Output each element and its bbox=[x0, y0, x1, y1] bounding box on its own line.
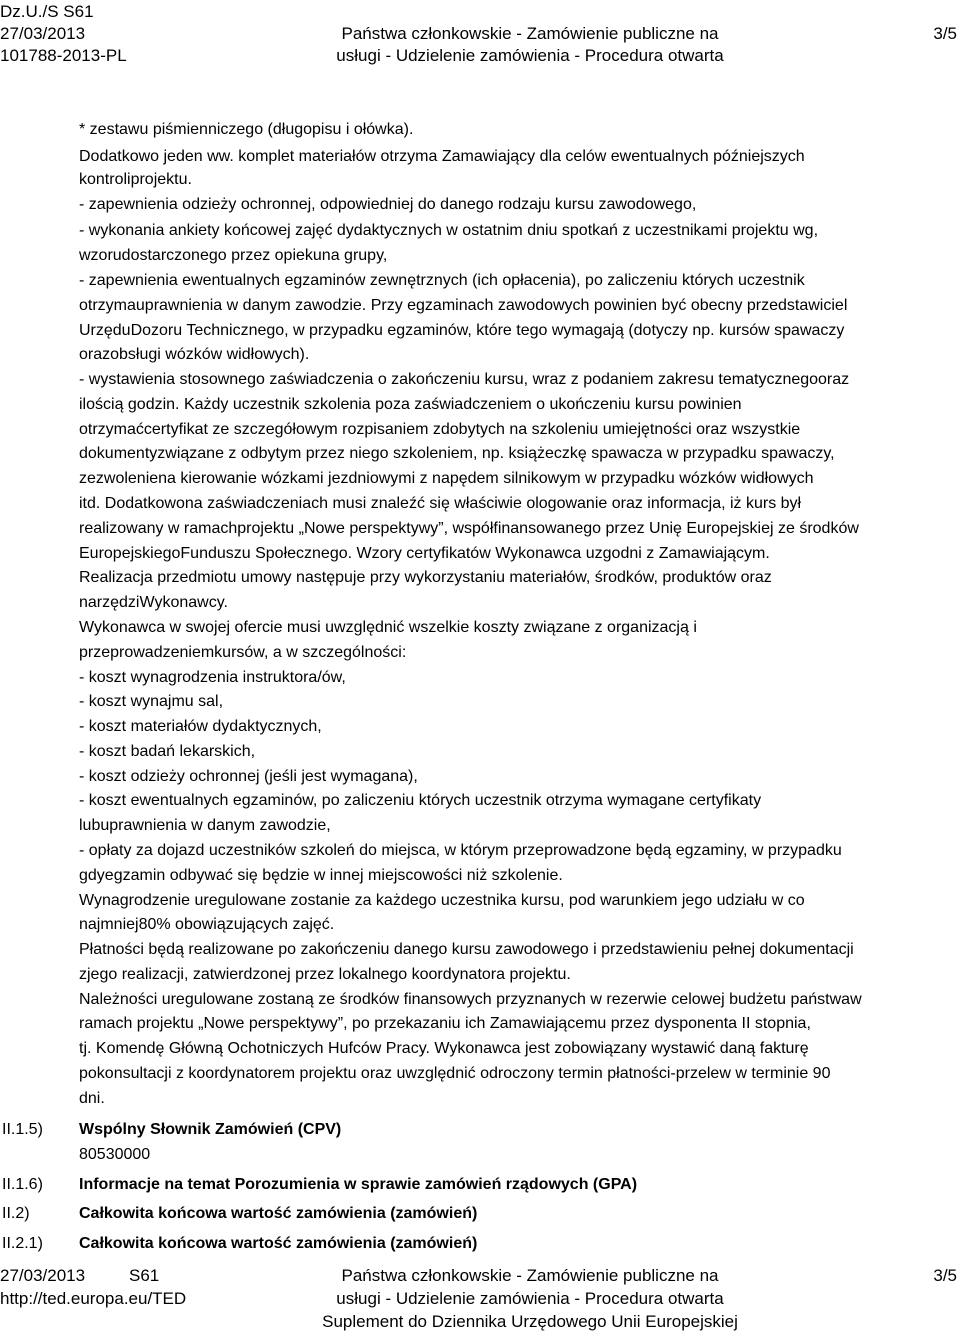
body-line: - koszt wynajmu sal, bbox=[79, 693, 224, 710]
body-line: przeprowadzeniemkursów, a w szczególności: bbox=[79, 644, 407, 661]
body-line: lubuprawnienia w danym zawodzie, bbox=[79, 817, 331, 834]
section-title-total-value: Całkowita końcowa wartość zamówienia (zamówień) bbox=[79, 1205, 478, 1222]
body-line: ilością godzin. Każdy uczestnik szkolenia poza zaświadczeniem o ukończeniu kursu powinien bbox=[79, 396, 742, 413]
header-title-line1: Państwa członkowskie - Zamówienie publiczne na bbox=[341, 24, 719, 43]
section-title-total-value-2: Całkowita końcowa wartość zamówienia (zamówień) bbox=[79, 1235, 478, 1252]
body-line: - koszt badań lekarskich, bbox=[79, 743, 256, 760]
footer-url[interactable]: http://ted.europa.eu/TED bbox=[0, 1289, 187, 1308]
body-line: orazobsługi wózków widłowych). bbox=[79, 346, 310, 363]
section-number-ii-1-6: II.1.6) bbox=[2, 1176, 43, 1193]
body-line: wzorudostarczonego przez opiekuna grupy, bbox=[79, 247, 388, 264]
doc-id: Dz.U./S S61 bbox=[0, 2, 94, 21]
body-line: - zapewnienia odzieży ochronnej, odpowiedniej do danego rodzaju kursu zawodowego, bbox=[79, 196, 697, 213]
body-line: Należności uregulowane zostaną ze środków finansowych przyznanych w rezerwie celowej budżetu państwaw bbox=[79, 991, 862, 1008]
header-ref: 101788-2013-PL bbox=[0, 46, 127, 65]
body-line: narzędziWykonawcy. bbox=[79, 594, 228, 611]
body-line: - wystawienia stosownego zaświadczenia o zakończeniu kursu, wraz z podaniem zakresu tematycznegooraz bbox=[79, 371, 850, 388]
footer-title-line3: Suplement do Dziennika Urzędowego Unii Europejskiej bbox=[322, 1312, 738, 1331]
body-line: Dodatkowo jeden ww. komplet materiałów otrzyma Zamawiający dla celów ewentualnych późniejszych bbox=[79, 148, 805, 165]
body-line: najmniej80% obowiązujących zajęć. bbox=[79, 916, 335, 933]
footer-title-line2: usługi - Udzielenie zamówienia - Procedura otwarta bbox=[336, 1289, 724, 1308]
body-line: tj. Komendę Główną Ochotniczych Hufców Pracy. Wykonawca jest zobowiązany wystawić daną fakturę bbox=[79, 1040, 809, 1057]
body-line: EuropejskiegoFunduszu Społecznego. Wzory certyfikatów Wykonawca uzgodni z Zamawiającym. bbox=[79, 545, 770, 562]
section-title-cpv: Wspólny Słownik Zamówień (CPV) bbox=[79, 1121, 342, 1138]
body-line: - opłaty za dojazd uczestników szkoleń do miejsca, w którym przeprowadzone będą egzaminy, w przypadku bbox=[79, 842, 842, 859]
section-number-ii-2-1: II.2.1) bbox=[2, 1235, 43, 1252]
body-line: realizowany w ramachprojektu „Nowe perspektywy”, współfinansowanego przez Unię Europejskiej ze środków bbox=[79, 520, 859, 537]
body-line: Wykonawca w swojej ofercie musi uwzględnić wszelkie koszty związane z organizacją i bbox=[79, 619, 697, 636]
body-line: zjego realizacji, zatwierdzonej przez lokalnego koordynatora projektu. bbox=[79, 966, 571, 983]
body-line: ramach projektu „Nowe perspektywy”, po przekazaniu ich Zamawiającemu przez dysponenta II stopnia, bbox=[79, 1015, 811, 1032]
header-title-line2: usługi - Udzielenie zamówienia - Procedura otwarta bbox=[336, 46, 724, 65]
body-line: dni. bbox=[79, 1090, 105, 1107]
header-page: 3/5 bbox=[933, 24, 957, 43]
body-line: Realizacja przedmiotu umowy następuje przy wykorzystaniu materiałów, środków, produktów oraz bbox=[79, 569, 772, 586]
body-line: - koszt materiałów dydaktycznych, bbox=[79, 718, 322, 735]
body-line: otrzymauprawnienia w danym zawodzie. Przy egzaminach zawodowych powinien być obecny przedstawiciel bbox=[79, 297, 848, 314]
header-date: 27/03/2013 bbox=[0, 24, 86, 43]
footer-series: S61 bbox=[129, 1266, 160, 1285]
footer-title-line1: Państwa członkowskie - Zamówienie publiczne na bbox=[341, 1266, 719, 1285]
body-line: - koszt wynagrodzenia instruktora/ów, bbox=[79, 669, 346, 686]
body-line: dokumentyzwiązane z odbytym przez niego szkoleniem, np. książeczkę spawacza w przypadku spawaczy, bbox=[79, 445, 835, 462]
body-line: otrzymaćcertyfikat ze szczegółowym rozpisaniem zdobytych na szkoleniu umiejętności oraz wszystkie bbox=[79, 421, 801, 438]
body-line: zezwoleniena kierowanie wózkami jezdniowymi z napędem silnikowym w przypadku wózków widłowych bbox=[79, 470, 814, 487]
body-line: - wykonania ankiety końcowej zajęć dydaktycznych w ostatnim dniu spotkań z uczestnikami projektu wg, bbox=[79, 222, 819, 239]
body-line: UrzęduDozoru Technicznego, w przypadku egzaminów, które tego wymagają (dotyczy np. kursów spawaczy bbox=[79, 322, 845, 339]
body-line: gdyegzamin odbywać się będzie w innej miejscowości niż szkolenie. bbox=[79, 867, 563, 884]
section-number-ii-2: II.2) bbox=[2, 1205, 30, 1222]
body-line: Wynagrodzenie uregulowane zostanie za każdego uczestnika kursu, pod warunkiem jego udziału w co bbox=[79, 892, 805, 909]
footer-date: 27/03/2013 bbox=[0, 1266, 86, 1285]
cpv-code: 80530000 bbox=[79, 1146, 151, 1163]
body-line: - koszt odzieży ochronnej (jeśli jest wymagana), bbox=[79, 768, 418, 785]
body-line: Płatności będą realizowane po zakończeniu danego kursu zawodowego i przedstawieniu pełnej dokumentacji bbox=[79, 941, 854, 958]
section-title-gpa: Informacje na temat Porozumienia w sprawie zamówień rządowych (GPA) bbox=[79, 1176, 638, 1193]
body-line: itd. Dodatkowona zaświadczeniach musi znaleźć się właściwie ologowanie oraz informacja, iż kurs był bbox=[79, 495, 802, 512]
section-number-ii-1-5: II.1.5) bbox=[2, 1121, 43, 1138]
body-line: * zestawu piśmienniczego (długopisu i ołówka). bbox=[79, 121, 414, 138]
body-line: - zapewnienia ewentualnych egzaminów zewnętrznych (ich opłacenia), po zaliczeniu których uczestnik bbox=[79, 272, 805, 289]
body-line: kontroliprojektu. bbox=[79, 171, 192, 188]
footer-page: 3/5 bbox=[933, 1266, 957, 1285]
body-line: pokonsultacji z koordynatorem projektu oraz uwzględnić odroczony termin płatności-przelew w terminie 90 bbox=[79, 1065, 831, 1082]
body-line: - koszt ewentualnych egzaminów, po zaliczeniu których uczestnik otrzyma wymagane certyfikaty bbox=[79, 792, 762, 809]
